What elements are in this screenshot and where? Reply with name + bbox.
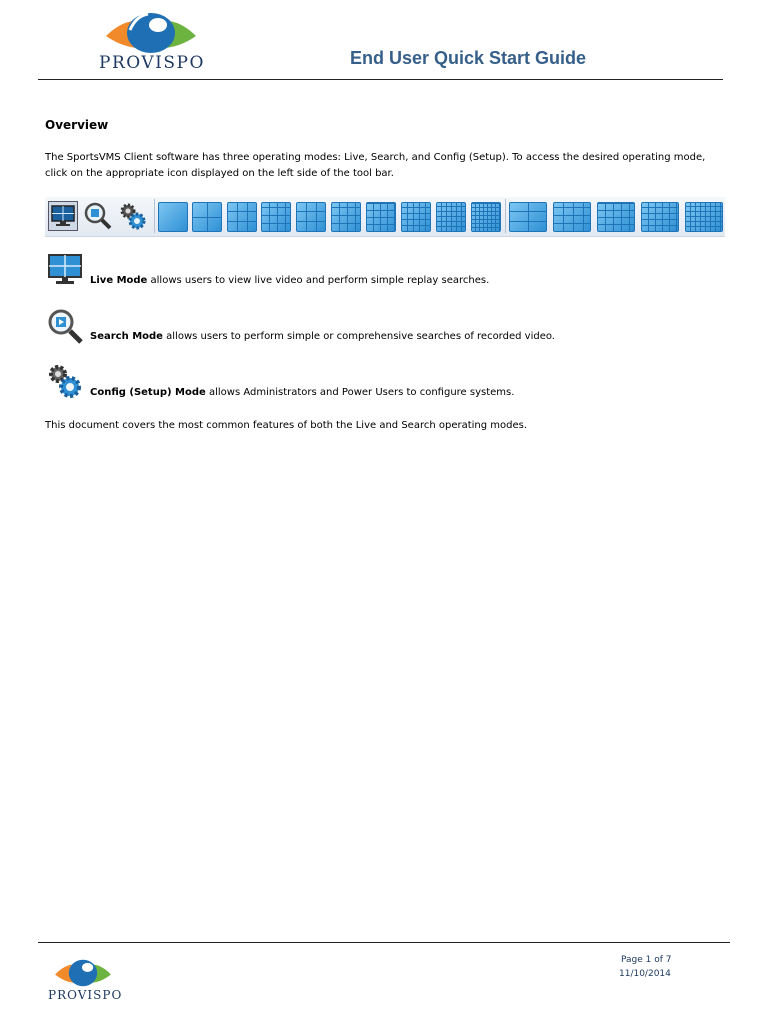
search-mode-button[interactable] xyxy=(83,201,113,231)
gears-icon xyxy=(118,201,148,231)
page-number: Page 1 of 7 xyxy=(621,955,672,965)
logo-wordmark: PROVISPO xyxy=(99,53,205,73)
config-mode-description xyxy=(90,387,514,398)
toolbar-separator xyxy=(505,199,506,233)
monitor-icon xyxy=(49,202,77,230)
layout-1x1-button[interactable] xyxy=(158,202,188,232)
header-divider xyxy=(38,79,723,80)
toolbar-separator xyxy=(154,199,155,233)
mode-description-text: allows Administrators and Power Users to configure systems. xyxy=(205,387,515,398)
section-heading: Overview xyxy=(45,118,109,132)
document-date: 11/10/2014 xyxy=(619,969,671,979)
provispo-logo-footer xyxy=(50,956,116,990)
layout-3x4-button[interactable] xyxy=(553,202,591,232)
mode-name: Search Mode xyxy=(90,331,163,342)
layout-3x3-button[interactable] xyxy=(296,202,326,232)
search-mode-description xyxy=(90,331,555,342)
layout-6x8-button[interactable] xyxy=(685,202,723,232)
layout-1plus12-button[interactable] xyxy=(331,202,361,232)
monitor-icon xyxy=(47,252,83,288)
mode-name: Config (Setup) Mode xyxy=(90,387,206,398)
footer-divider xyxy=(38,942,730,943)
layout-5x5-button[interactable] xyxy=(401,202,431,232)
layout-4x5-button[interactable] xyxy=(597,202,635,232)
document-title: End User Quick Start Guide xyxy=(350,48,587,68)
layout-5x6-button[interactable] xyxy=(641,202,679,232)
live-mode-description xyxy=(90,275,489,286)
layout-2x2-button[interactable] xyxy=(192,202,222,232)
layout-4x4-button[interactable] xyxy=(366,202,396,232)
magnifier-icon xyxy=(46,307,82,343)
config-mode-button[interactable] xyxy=(118,201,148,231)
magnifier-icon xyxy=(83,201,113,231)
layout-1plus7-button[interactable] xyxy=(261,202,291,232)
gears-icon xyxy=(46,362,82,398)
layout-2x3-button[interactable] xyxy=(509,202,547,232)
layout-1plus5-button[interactable] xyxy=(227,202,257,232)
mode-description-text: allows users to view live video and perform simple replay searches. xyxy=(147,275,490,286)
mode-description-text: allows users to perform simple or comprehensive searches of recorded video. xyxy=(162,331,555,342)
intro-paragraph: The SportsVMS Client software has three operating modes: Live, Search, and Config (Setup). To access the desired operating mode, click on the appropriate icon displayed on the left side of the tool bar. xyxy=(45,152,706,179)
mode-name: Live Mode xyxy=(90,275,148,286)
layout-6x6-button[interactable] xyxy=(436,202,466,232)
layout-7x7-button[interactable] xyxy=(471,202,501,232)
closing-paragraph: This document covers the most common features of both the Live and Search operating modes. xyxy=(45,420,528,431)
toolbar xyxy=(45,197,725,237)
logo-wordmark-footer: PROVISPO xyxy=(48,988,123,1002)
live-mode-button[interactable] xyxy=(48,201,78,231)
